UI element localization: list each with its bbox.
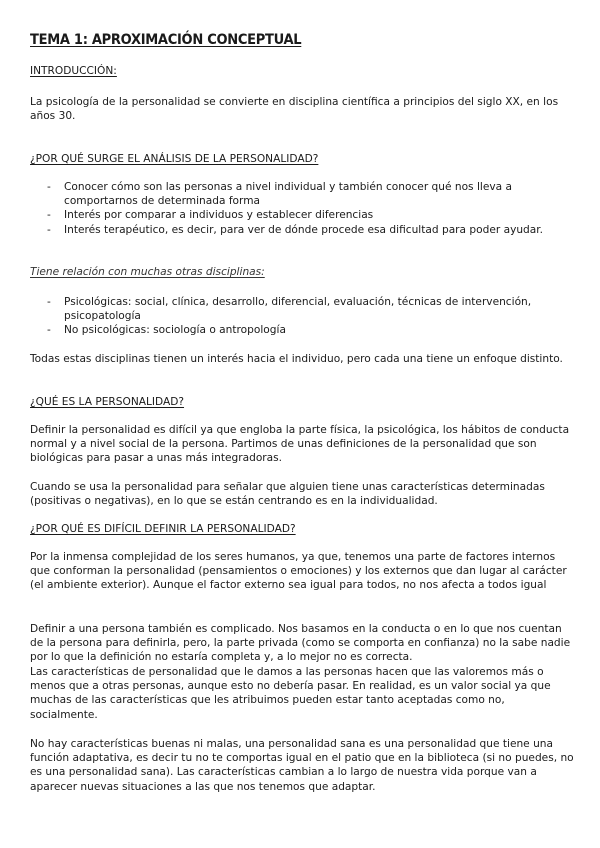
- heading-que-es: ¿QUÉ ES LA PERSONALIDAD?: [30, 396, 185, 408]
- why-hard-paragraph-4: No hay características buenas ni malas, una personalidad sana es una personalidad que tiene una función adaptativa, es decir tu no te comportas igual en el patio que en la biblioteca (si no puedes, no es una personalidad sana). Las características cambian a lo largo de nuestra vida porque van a aparecer nuevas situaciones a las que nos tenemos que adaptar.: [30, 738, 574, 793]
- list-item: - Conocer cómo son las personas a nivel individual y también conocer qué nos lleva a comportarnos de determinada forma: [30, 180, 575, 208]
- what-is-paragraph-2: Cuando se usa la personalidad para señalar que alguien tiene unas características determinadas (positivas o negativas), en lo que se están centrando es en la individualidad.: [30, 481, 545, 508]
- list-item: - Psicológicas: social, clínica, desarrollo, diferencial, evaluación, técnicas de intervención, psicopatología: [30, 295, 575, 323]
- disciplines-list: [30, 295, 575, 338]
- list-item: - Interés terapéutico, es decir, para ver de dónde procede esa dificultad para poder ayudar.: [30, 223, 575, 237]
- list-item: - Interés por comparar a individuos y establecer diferencias: [30, 208, 575, 222]
- why-hard-paragraph-2: Definir a una persona también es complicado. Nos basamos en la conducta o en lo que nos cuentan de la persona para definirla, pero, la parte privada (como se comporta en confianza) no la sabe nadie por lo que la definición no estaría completa y, a lo mejor no es correcta.: [30, 623, 571, 664]
- what-is-paragraph-1: Definir la personalidad es difícil ya que engloba la parte física, la psicológica, los hábitos de conducta normal y a nivel social de la persona. Partimos de unas definiciones de la personalidad que son biológicas para pasar a unas más integradoras.: [30, 424, 570, 465]
- intro-paragraph: La psicología de la personalidad se convierte en disciplina científica a principios del siglo XX, en los años 30.: [30, 96, 559, 123]
- list-item: - No psicológicas: sociología o antropología: [30, 323, 575, 337]
- heading-por-que-surge: ¿POR QUÉ SURGE EL ANÁLISIS DE LA PERSONALIDAD?: [30, 153, 319, 165]
- subheading-relacion-disciplinas: Tiene relación con muchas otras disciplinas:: [30, 266, 265, 278]
- heading-por-que-dificil: ¿POR QUÉ ES DIFÍCIL DEFINIR LA PERSONALIDAD?: [30, 523, 296, 535]
- disciplines-closing-paragraph: Todas estas disciplinas tienen un interés hacia el individuo, pero cada una tiene un enfoque distinto.: [30, 353, 563, 365]
- heading-introduccion: INTRODUCCIÓN:: [30, 65, 117, 77]
- why-hard-paragraph-3: Las características de personalidad que le damos a las personas hacen que las valoremos más o menos que a otras personas, aunque esto no debería pasar. En realidad, es un valor social ya que muchas de las características que les atribuimos pueden estar tanto aceptadas como no, socialmente.: [30, 666, 551, 721]
- reasons-list: [30, 180, 575, 237]
- page-title: TEMA 1: APROXIMACIÓN CONCEPTUAL: [30, 32, 302, 48]
- why-hard-paragraph-1: Por la inmensa complejidad de los seres humanos, ya que, tenemos una parte de factores internos que conforman la personalidad (pensamientos o emociones) y los externos que dan lugar al carácter (el ambiente exterior). Aunque el factor externo sea igual para todos, no nos afecta a todos igual: [30, 551, 567, 592]
